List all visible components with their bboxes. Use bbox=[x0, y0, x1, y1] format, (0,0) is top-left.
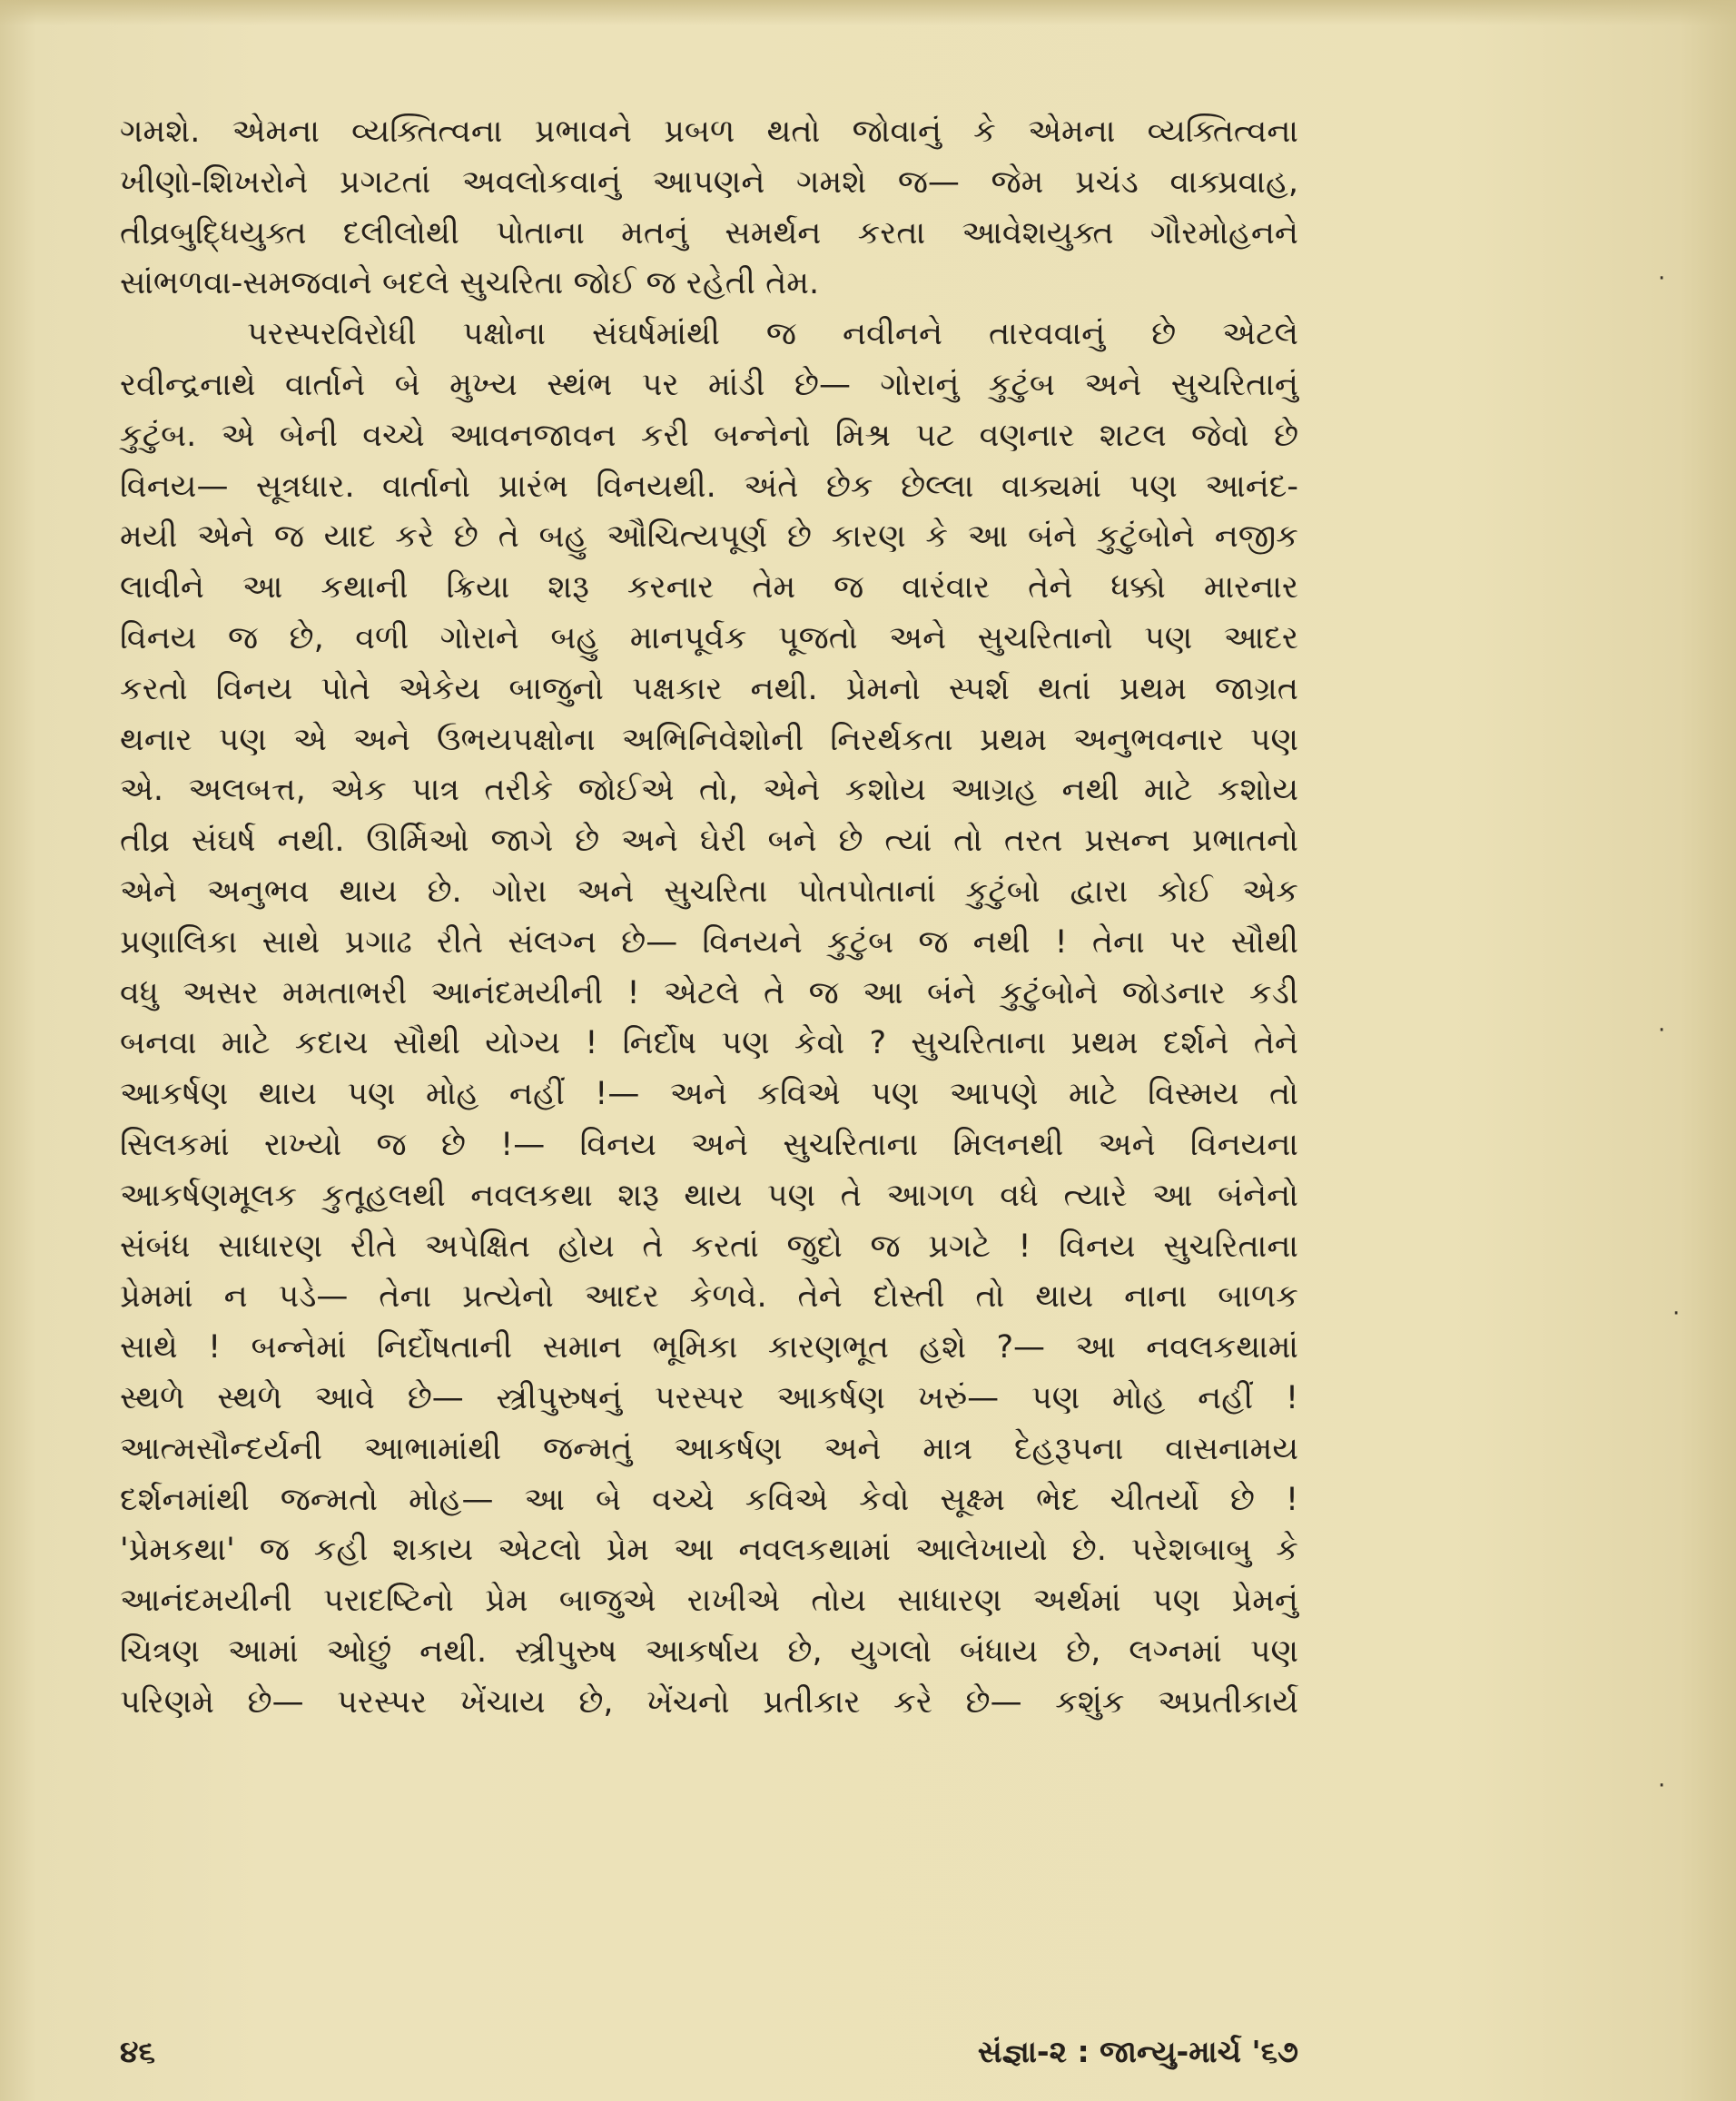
text-line: આકર્ષણમૂલક કુતૂહલથી નવલકથા શરૂ થાય પણ તે આગળ વધે ત્યારે આ બંનેનો bbox=[120, 1177, 1298, 1214]
text-line: વધુ અસર મમતાભરી આનંદમયીની ! એટલે તે જ આ બંને કુટુંબોને જોડનાર કડી bbox=[120, 974, 1298, 1011]
margin-mark: · bbox=[1658, 1772, 1666, 1800]
text-line: પરસ્પરવિરોધી પક્ષોના સંઘર્ષમાંથી જ નવીનને તારવવાનું છે એટલે bbox=[247, 316, 1298, 353]
text-line: ગમશે. એમના વ્યક્તિત્વના પ્રભાવને પ્રબળ થતો જોવાનું કે એમના વ્યક્તિત્વના bbox=[120, 113, 1298, 150]
text-line: એ. અલબત્ત, એક પાત્ર તરીકે જોઈએ તો, એને કશોય આગ્રહ નથી માટે કશોય bbox=[120, 772, 1298, 809]
text-line: એને અનુભવ થાય છે. ગોરા અને સુચરિતા પોતપોતાનાં કુટુંબો દ્વારા કોઈ એક bbox=[120, 873, 1298, 910]
text-line: સાથે ! બન્નેમાં નિર્દોષતાની સમાન ભૂમિકા કારણભૂત હશે ?— આ નવલકથામાં bbox=[120, 1329, 1298, 1366]
text-line: પરિણમે છે— પરસ્પર ખેંચાય છે, ખેંચનો પ્રતીકાર કરે છે— કશુંક અપ્રતીકાર્ય bbox=[120, 1683, 1298, 1721]
margin-mark: · bbox=[1672, 1300, 1681, 1327]
text-line: લાવીને આ કથાની ક્રિયા શરૂ કરનાર તેમ જ વારંવાર તેને ધક્કો મારનાર bbox=[120, 569, 1298, 607]
text-line: દર્શનમાંથી જન્મતો મોહ— આ બે વચ્ચે કવિએ કેવો સૂક્ષ્મ ભેદ ચીતર્યો છે ! bbox=[120, 1481, 1298, 1518]
text-line: ખીણો-શિખરોને પ્રગટતાં અવલોકવાનું આપણને ગમશે જ— જેમ પ્રચંડ વાક્પ્રવાહ, bbox=[120, 163, 1298, 201]
journal-issue-info: સંજ્ઞા-૨ : જાન્યુ-માર્ચ '૬૭ bbox=[977, 2034, 1298, 2069]
text-line: આકર્ષણ થાય પણ મોહ નહીં !— અને કવિએ પણ આપણે માટે વિસ્મય તો bbox=[120, 1076, 1298, 1113]
text-line: આત્મસૌન્દર્યની આભામાંથી જન્મતું આકર્ષણ અને માત્ર દેહરૂપના વાસનામય bbox=[120, 1430, 1298, 1467]
text-line: સ્થળે સ્થળે આવે છે— સ્ત્રીપુરુષનું પરસ્પર આકર્ષણ ખરું— પણ મોહ નહીં ! bbox=[120, 1379, 1298, 1416]
text-line: સિલકમાં રાખ્યો જ છે !— વિનય અને સુચરિતાના મિલનથી અને વિનયના bbox=[120, 1126, 1298, 1163]
text-line: પ્રેમમાં ન પડે— તેના પ્રત્યેનો આદર કેળવે. તેને દોસ્તી તો થાય નાના બાળક bbox=[120, 1278, 1298, 1316]
text-line: પ્રણાલિકા સાથે પ્રગાઢ રીતે સંલગ્ન છે— વિનયને કુટુંબ જ નથી ! તેના પર સૌથી bbox=[120, 923, 1298, 961]
text-line: થનાર પણ એ અને ઉભયપક્ષોના અભિનિવેશોની નિરર્થકતા પ્રથમ અનુભવનાર પણ bbox=[120, 721, 1298, 758]
article-body bbox=[120, 107, 1298, 1729]
margin-mark: · bbox=[1658, 265, 1666, 292]
text-line: વિનય જ છે, વળી ગોરાને બહુ માનપૂર્વક પૂજતો અને સુચરિતાનો પણ આદર bbox=[120, 619, 1298, 656]
text-line: મયી એને જ યાદ કરે છે તે બહુ ઔચિત્યપૂર્ણ છે કારણ કે આ બંને કુટુંબોને નજીક bbox=[120, 518, 1298, 556]
page-edge-shadow bbox=[0, 0, 1736, 25]
text-line: સાંભળવા-સમજવાને બદલે સુચરિતા જોઈ જ રહેતી તેમ. bbox=[120, 265, 820, 302]
text-line: તીવ્ર સંઘર્ષ નથી. ઊર્મિઓ જાગે છે અને ઘેરી બને છે ત્યાં તો તરત પ્રસન્ન પ્રભાતનો bbox=[120, 823, 1298, 860]
text-line: કુટુંબ. એ બેની વચ્ચે આવનજાવન કરી બન્નેનો મિશ્ર પટ વણનાર શટલ જેવો છે bbox=[120, 417, 1298, 454]
paragraph-2 bbox=[120, 310, 1298, 1728]
paragraph-1 bbox=[120, 107, 1298, 310]
text-line: કરતો વિનય પોતે એકેય બાજુનો પક્ષકાર નથી. પ્રેમનો સ્પર્શ થતાં પ્રથમ જાગ્રત bbox=[120, 670, 1298, 707]
text-line: રવીન્દ્રનાથે વાર્તાને બે મુખ્ય સ્થંભ પર માંડી છે— ગોરાનું કુટુંબ અને સુચરિતાનું bbox=[120, 366, 1298, 403]
page-footer bbox=[120, 2034, 1298, 2074]
page-number: ૪૬ bbox=[120, 2034, 155, 2069]
text-line: બનવા માટે કદાચ સૌથી યોગ્ય ! નિર્દોષ પણ કેવો ? સુચરિતાના પ્રથમ દર્શને તેને bbox=[120, 1025, 1298, 1062]
text-line: આનંદમયીની પરાદષ્ટિનો પ્રેમ બાજુએ રાખીએ તોય સાધારણ અર્થમાં પણ પ્રેમનું bbox=[120, 1583, 1298, 1620]
text-line: ચિત્રણ આમાં ઓછું નથી. સ્ત્રીપુરુષ આકર્ષાય છે, યુગલો બંધાય છે, લગ્નમાં પણ bbox=[120, 1632, 1298, 1670]
margin-mark: · bbox=[1658, 1017, 1666, 1044]
text-line: વિનય— સૂત્રધાર. વાર્તાનો પ્રારંભ વિનયથી. અંતે છેક છેલ્લા વાક્યમાં પણ આનંદ- bbox=[120, 468, 1298, 505]
text-line: તીવ્રબુદ્ધિયુક્ત દલીલોથી પોતાના મતનું સમર્થન કરતા આવેશયુક્ત ગૌરમોહનને bbox=[120, 214, 1298, 252]
text-line: 'પ્રેમકથા' જ કહી શકાય એટલો પ્રેમ આ નવલકથામાં આલેખાયો છે. પરેશબાબુ કે bbox=[120, 1532, 1298, 1569]
text-line: સંબંધ સાધારણ રીતે અપેક્ષિત હોય તે કરતાં જુદો જ પ્રગટે ! વિનય સુચરિતાના bbox=[120, 1228, 1298, 1265]
